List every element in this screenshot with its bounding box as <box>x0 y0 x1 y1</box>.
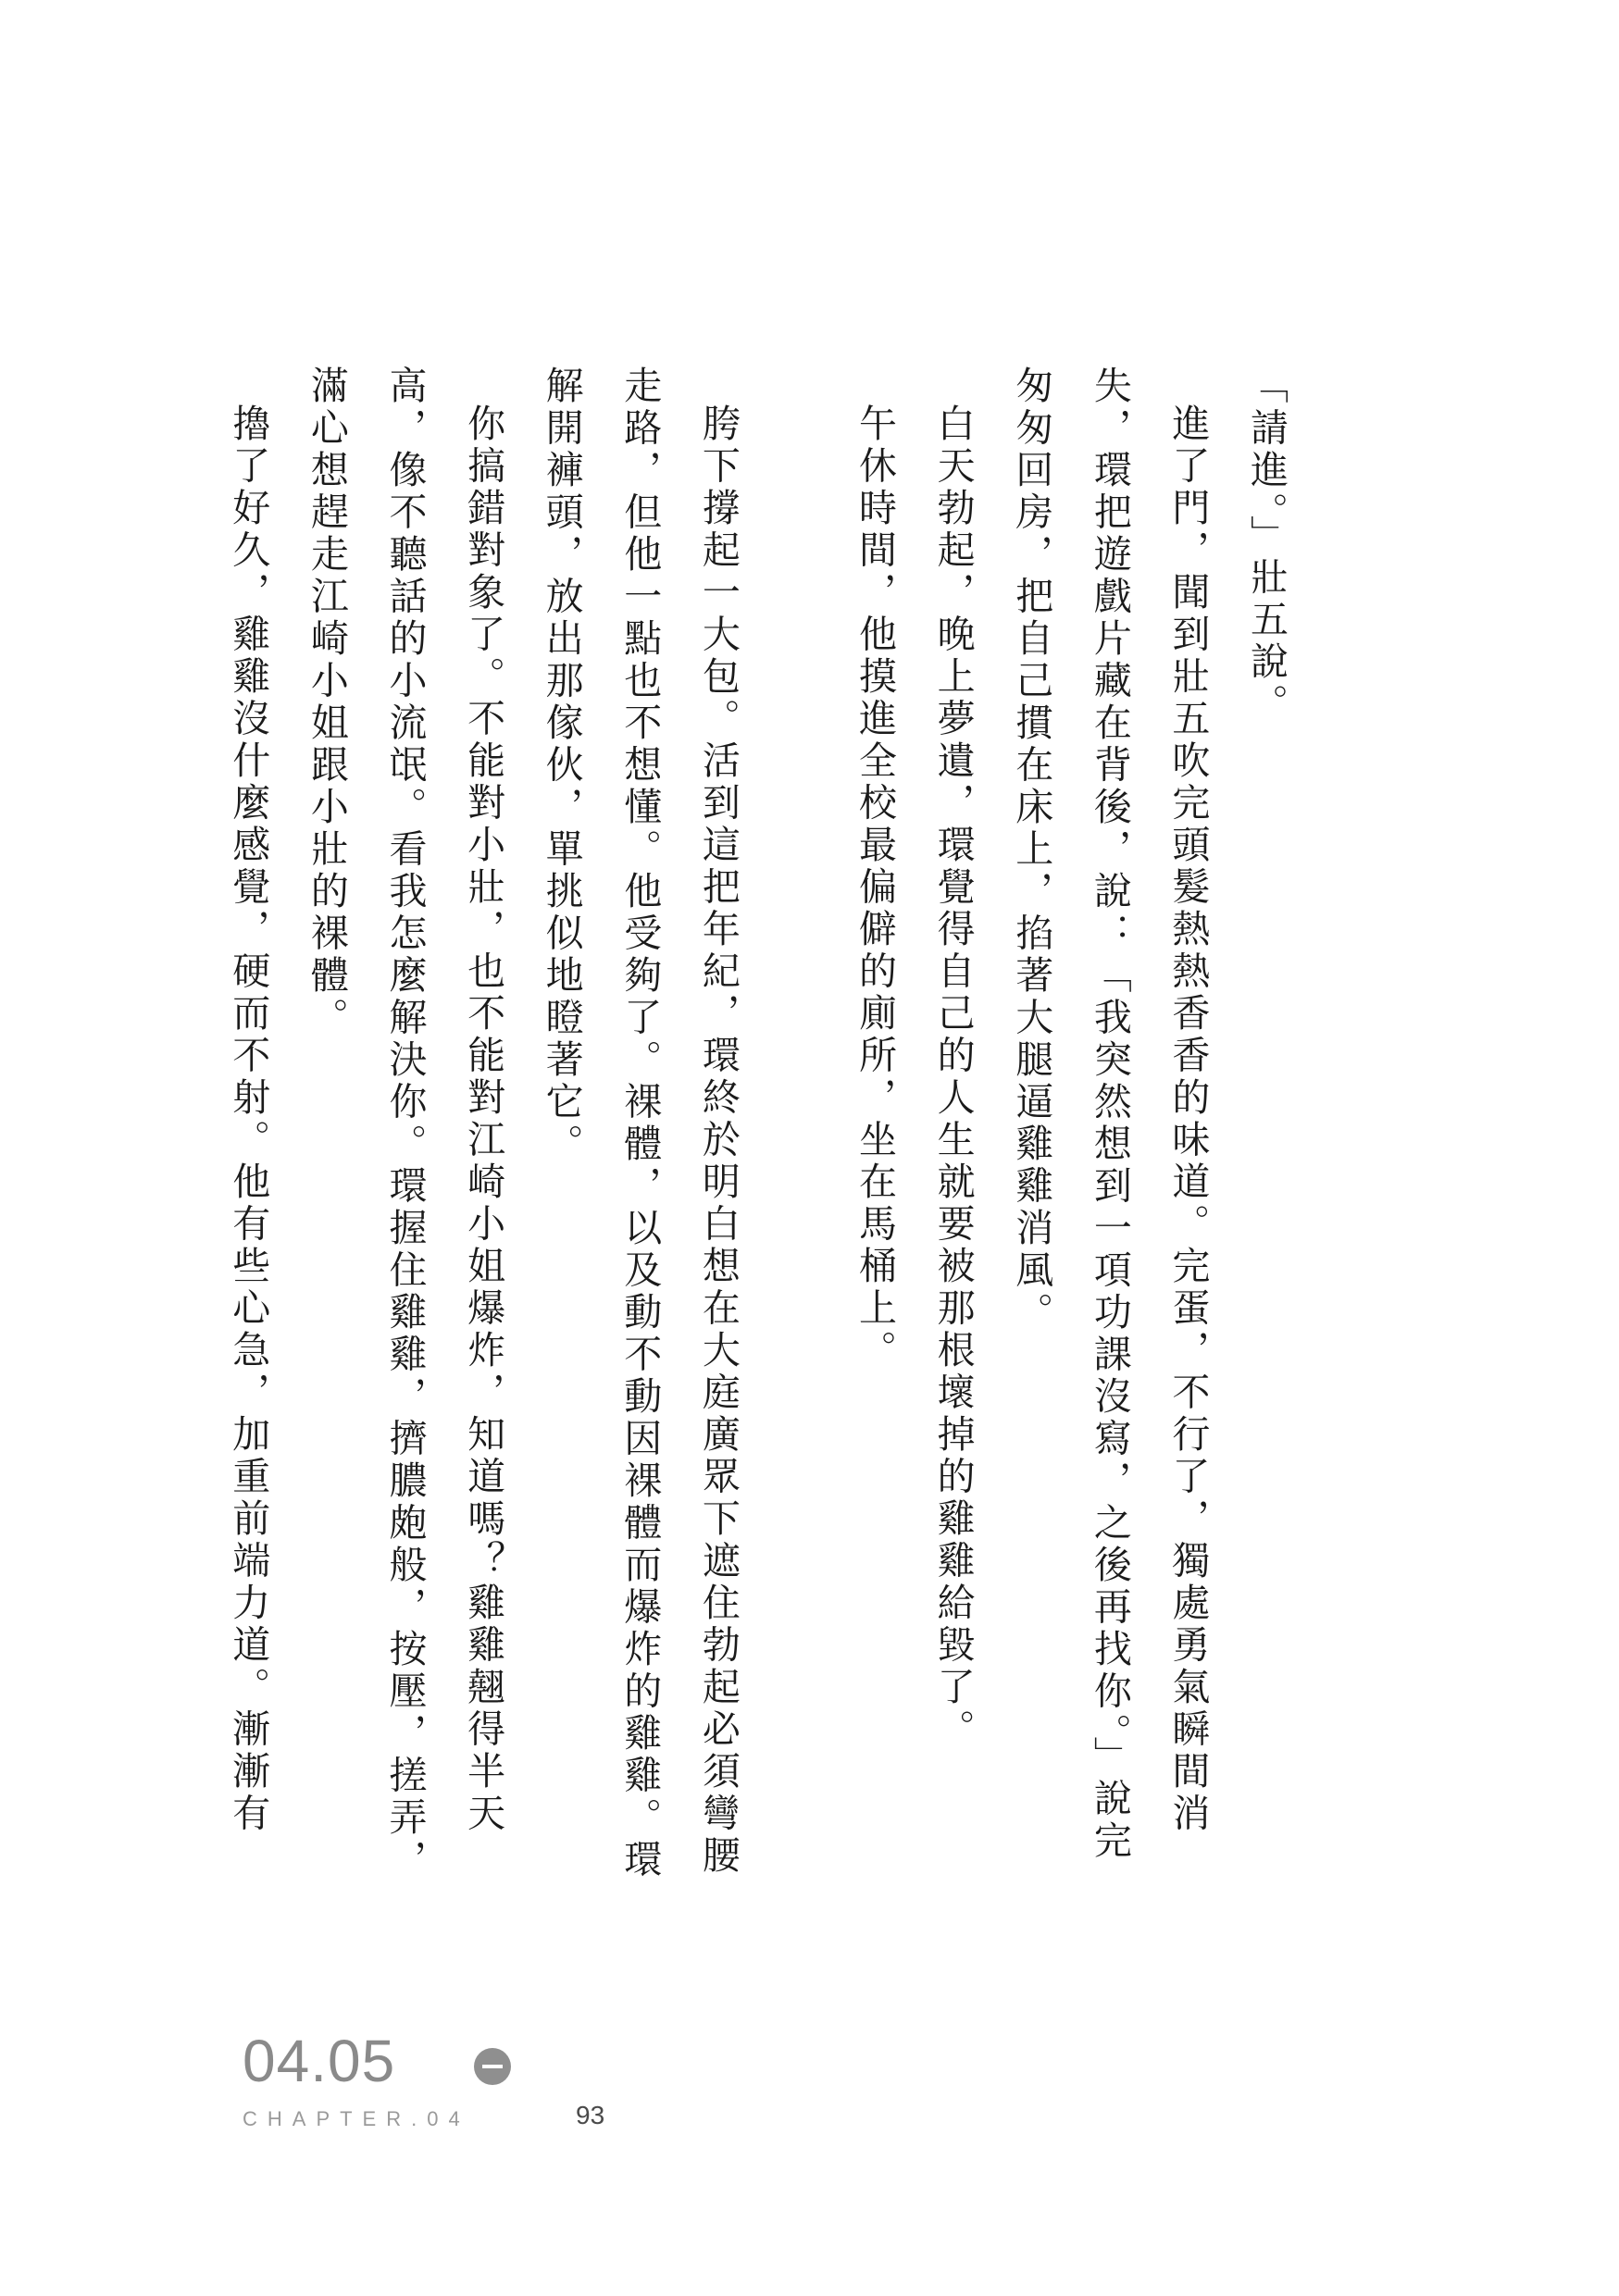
paragraph: 你搞錯對象了。不能對小壯，也不能對江崎小姐爆炸，知道嗎？雞雞翹得半天高，像不聽話的小流氓。看我怎麼解決你。環握住雞雞，擠膿皰般，按壓，搓弄，滿心想趕走江崎小姐跟小壯的裸體。 <box>304 366 506 1881</box>
chapter-label: CHAPTER.04 <box>243 2107 470 2130</box>
paragraph: 胯下撐起一大包。活到這把年紀，環終於明白想在大庭廣眾下遮住勃起必須彎腰走路，但他一點也不想懂。他受夠了。裸體，以及動不動因裸體而爆炸的雞雞。環解開褲頭，放出那傢伙，單挑似地瞪著它。 <box>539 366 741 1881</box>
section-number: 04.05 <box>243 2028 396 2094</box>
paragraph: 白天勃起，晚上夢遺，環覺得自己的人生就要被那根壞掉的雞雞給毀了。 <box>930 403 976 1751</box>
section-marker <box>243 2028 396 2094</box>
paragraph: 午休時間，他摸進全校最偏僻的廁所，坐在馬桶上。 <box>853 403 898 1372</box>
body-text <box>226 366 1305 1893</box>
paragraph: 擼了好久，雞雞沒什麼感覺，硬而不射。他有些心急，加重前端力道。漸漸有 <box>226 403 271 1835</box>
page-number: 93 <box>576 2101 605 2129</box>
paragraph: 進了門，聞到壯五吹完頭髮熱熱香香的味道。完蛋，不行了，獨處勇氣瞬間消失，環把遊戲片藏在背後，說：「我突然想到一項功課沒寫，之後再找你。」說完匆匆回房，把自己摜在床上，掐著大腿逼雞雞消風。 <box>1009 366 1211 1863</box>
minus-circle-icon <box>474 2048 511 2085</box>
paragraph: 「請進。」壯五說。 <box>1244 366 1289 726</box>
